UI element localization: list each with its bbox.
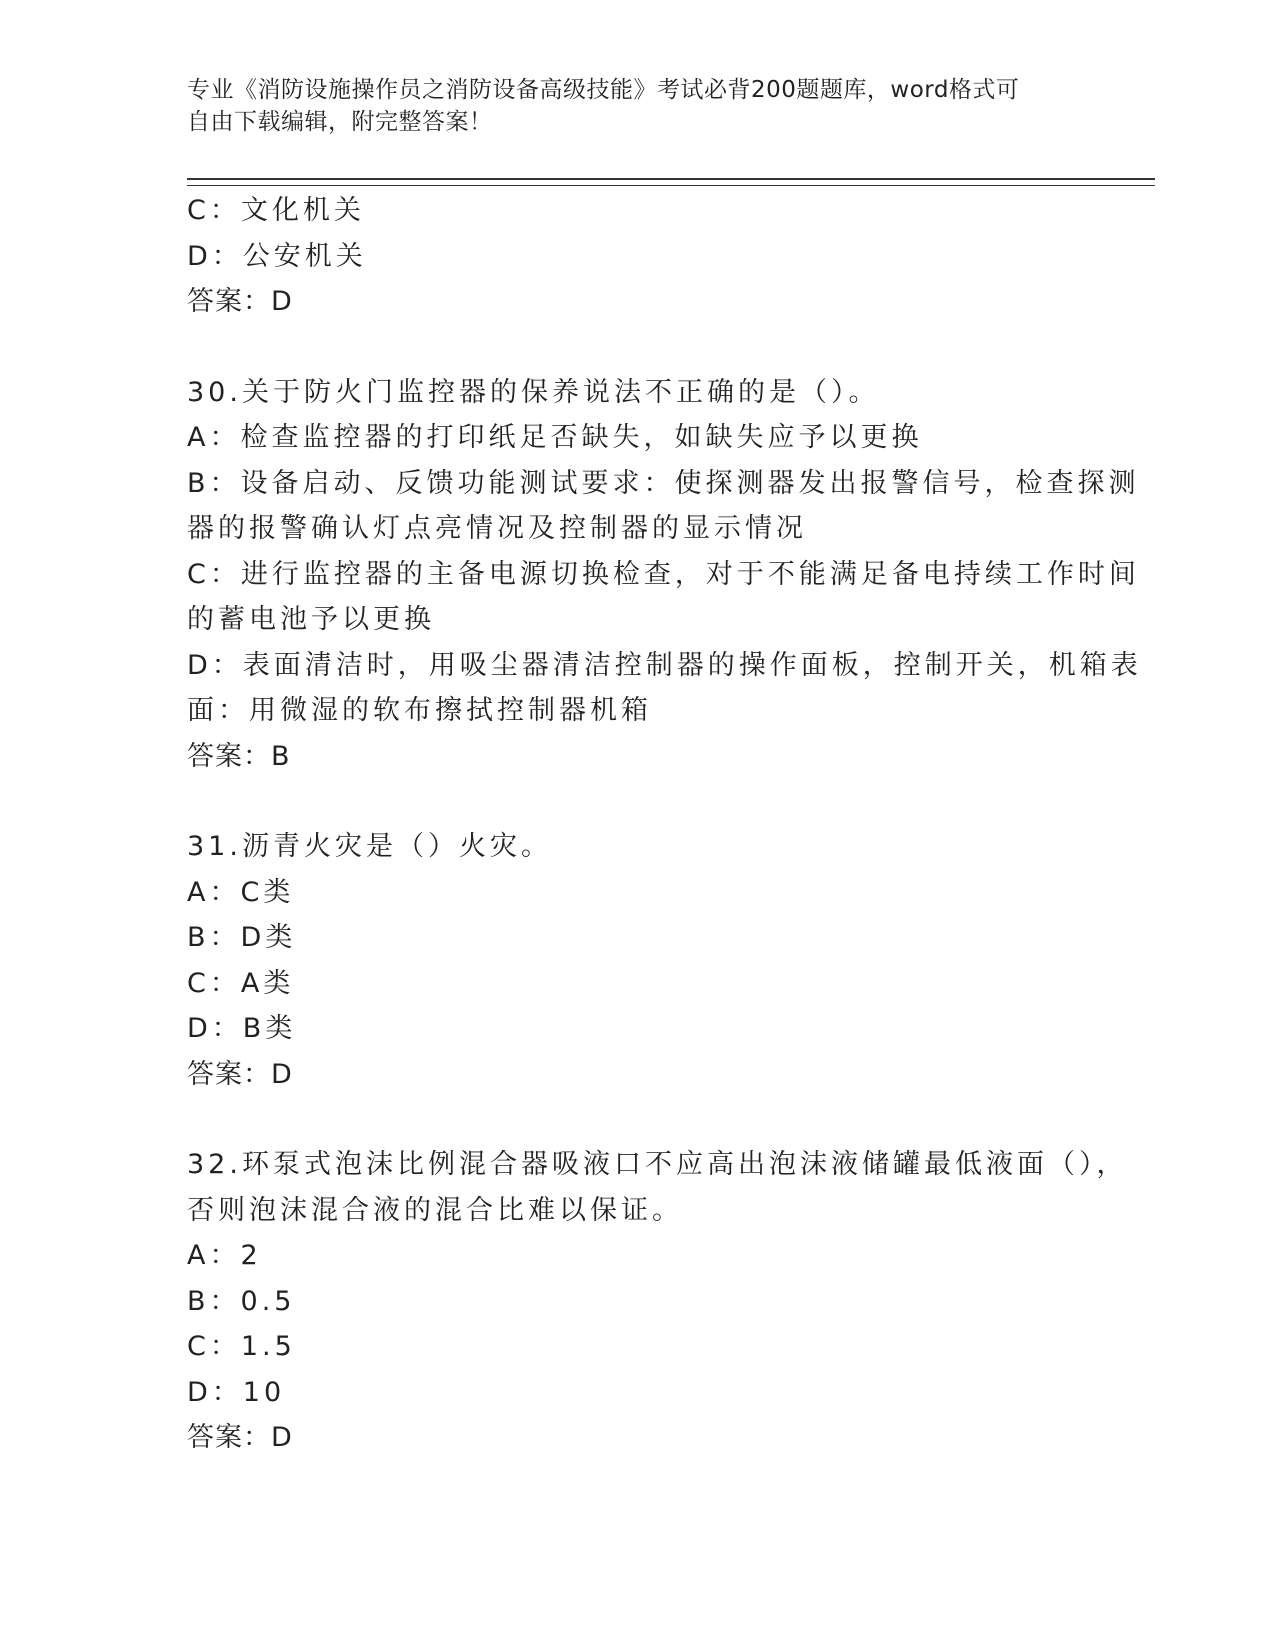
option-a: A：2 (187, 1240, 262, 1271)
option-b-line-1: B：设备启动、反馈功能测试要求：使探测器发出报警信号，检查探测 (187, 467, 1140, 499)
option-c-line-2: 的蓄电池予以更换 (187, 604, 435, 635)
answer: 答案：D (187, 1058, 293, 1090)
header-line-2: 自由下载编辑，附完整答案！ (187, 109, 493, 135)
option-d: D：10 (187, 1376, 286, 1408)
question-list (187, 188, 1142, 1461)
document-header (187, 74, 1067, 138)
answer: 答案：B (187, 740, 291, 772)
question-text: 31.沥青火灾是（）火灾。 (187, 831, 552, 862)
question-30 (187, 370, 1142, 780)
question-31 (187, 824, 1087, 1097)
option-d-line-2: 面：用微湿的软布擦拭控制器机箱 (187, 695, 652, 726)
option-d: D：B类 (187, 1013, 297, 1044)
question-29-tail (187, 188, 1087, 325)
answer: 答案：D (187, 1422, 293, 1453)
option-c: C：A类 (187, 967, 295, 999)
spacer (187, 779, 1087, 824)
option-c: C：1.5 (187, 1331, 296, 1362)
spacer (187, 1097, 1087, 1142)
question-text-line-1: 32.环泵式泡沫比例混合器吸液口不应高出泡沫液储罐最低液面（）， (187, 1149, 1128, 1180)
option-a: A：C类 (187, 876, 295, 908)
question-32 (187, 1142, 1128, 1461)
option-d-line-1: D：表面清洁时，用吸尘器清洁控制器的操作面板，控制开关，机箱表 (187, 649, 1142, 681)
question-text-line-2: 否则泡沫混合液的混合比难以保证。 (187, 1194, 683, 1226)
option-b-line-2: 器的报警确认灯点亮情况及控制器的显示情况 (187, 513, 807, 544)
option-c: C：文化机关 (187, 195, 365, 226)
header-divider (187, 178, 1155, 186)
option-a: A：检查监控器的打印纸足否缺失，如缺失应予以更换 (187, 422, 923, 453)
question-text: 30.关于防火门监控器的保养说法不正确的是（）。 (187, 376, 880, 408)
answer: 答案：D (187, 286, 293, 317)
option-d: D：公安机关 (187, 240, 367, 272)
header-line-1: 专业《消防设施操作员之消防设备高级技能》考试必背200题题库，word格式可 (187, 77, 1020, 103)
spacer (187, 325, 1087, 370)
option-b: B：0.5 (187, 1285, 296, 1317)
option-c-line-1: C：进行监控器的主备电源切换检查，对于不能满足备电持续工作时间 (187, 558, 1140, 590)
option-b: B：D类 (187, 922, 297, 953)
